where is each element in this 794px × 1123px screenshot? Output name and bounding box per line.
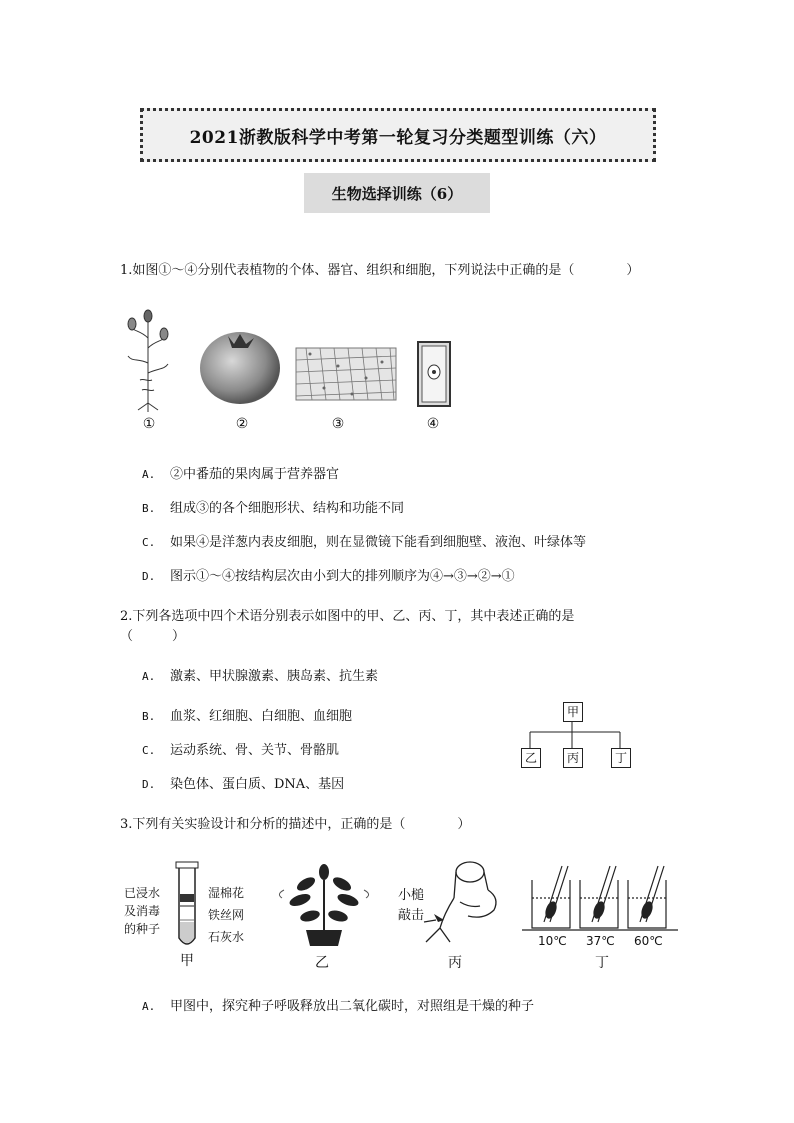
figure-caption-jia: 甲	[180, 953, 194, 969]
option-text: 运动系统、骨、关节、骨骼肌	[170, 743, 340, 758]
option-letter: A.	[142, 1000, 156, 1013]
temperature-label-37: 37℃	[586, 934, 615, 948]
option-letter: C.	[142, 536, 156, 549]
question-3-stem: 3.下列有关实验设计和分析的描述中，正确的是（ ）	[120, 817, 471, 832]
tree-node-ding: 丁	[611, 748, 631, 768]
option-letter: C.	[142, 744, 156, 757]
tree-node-jia: 甲	[563, 702, 583, 722]
option-letter: A.	[142, 670, 156, 683]
tree-node-yi: 乙	[521, 748, 541, 768]
potted-plant-illustration	[276, 860, 372, 946]
limewater-label: 石灰水	[208, 930, 245, 944]
hammer-label: 小槌	[398, 888, 425, 903]
temperature-label-10: 10℃	[538, 934, 567, 948]
question-2-option-a[interactable]	[142, 668, 378, 686]
figure-caption-4: ④	[426, 416, 440, 432]
temperature-label-60: 60℃	[634, 934, 663, 948]
option-letter: D.	[142, 778, 156, 791]
figure-caption-yi: 乙	[315, 955, 329, 971]
option-letter: A.	[142, 468, 156, 481]
figure-caption-3: ③	[331, 416, 345, 432]
option-text: 染色体、蛋白质、DNA、基因	[170, 777, 345, 792]
worksheet-title-text: 2021浙教版科学中考第一轮复习分类题型训练（六）	[189, 127, 607, 148]
worksheet-title	[140, 108, 656, 162]
option-text: 激素、甲状腺激素、胰岛素、抗生素	[170, 669, 379, 684]
cotton-label: 湿棉花	[208, 886, 245, 900]
question-1-option-c[interactable]	[142, 534, 586, 552]
question-1-figures	[120, 308, 480, 413]
question-1-option-b[interactable]	[142, 500, 404, 518]
seed-label-line-2: 及消毒	[124, 904, 161, 918]
figure-caption-bing: 丙	[448, 955, 462, 971]
option-text: 图示①～④按结构层次由小到大的排列顺序为④→③→②→①	[170, 569, 515, 584]
section-subtitle	[304, 173, 490, 213]
option-letter: D.	[142, 570, 156, 583]
beakers-illustration	[522, 858, 682, 938]
option-text: 血浆、红细胞、白细胞、血细胞	[170, 709, 353, 724]
figure-caption-2: ②	[235, 416, 249, 432]
option-letter: B.	[142, 710, 156, 723]
question-1-option-a[interactable]	[142, 466, 339, 484]
seed-label-line-1: 已浸水	[124, 886, 161, 900]
question-2-option-d[interactable]	[142, 776, 344, 794]
tomato-illustration	[200, 332, 280, 404]
option-letter: B.	[142, 502, 156, 515]
tree-node-bing: 丙	[563, 748, 583, 768]
seed-label-line-3: 的种子	[124, 922, 161, 936]
plant-illustration	[128, 310, 168, 412]
question-2-stem-line-2: （ ）	[120, 629, 186, 644]
question-2-stem-line-1: 2.下列各选项中四个术语分别表示如图中的甲、乙、丙、丁，其中表述正确的是	[120, 609, 575, 624]
question-1-stem: 1.如图①～④分别代表植物的个体、器官、组织和细胞，下列说法中正确的是（ ）	[120, 263, 640, 278]
test-tube-illustration	[170, 858, 210, 950]
figure-caption-ding: 丁	[595, 955, 609, 971]
cell-illustration	[418, 342, 450, 406]
option-text: 如果④是洋葱内表皮细胞，则在显微镜下能看到细胞壁、液泡、叶绿体等	[170, 535, 587, 550]
section-subtitle-text: 生物选择训练（6）	[331, 184, 463, 203]
question-2-option-b[interactable]	[142, 708, 352, 726]
option-text: 组成③的各个细胞形状、结构和功能不同	[170, 501, 405, 516]
option-text: ②中番茄的果肉属于营养器官	[170, 467, 340, 482]
question-2-option-c[interactable]	[142, 742, 339, 760]
wire-mesh-label: 铁丝网	[208, 908, 245, 922]
figure-caption-1: ①	[142, 416, 156, 432]
option-text: 甲图中，探究种子呼吸释放出二氧化碳时，对照组是干燥的种子	[170, 999, 535, 1014]
tissue-illustration	[296, 348, 396, 400]
tap-label: 敲击	[398, 908, 425, 923]
question-3-option-a[interactable]	[142, 998, 534, 1016]
knee-reflex-illustration	[420, 858, 510, 944]
question-1-option-d[interactable]	[142, 568, 515, 586]
